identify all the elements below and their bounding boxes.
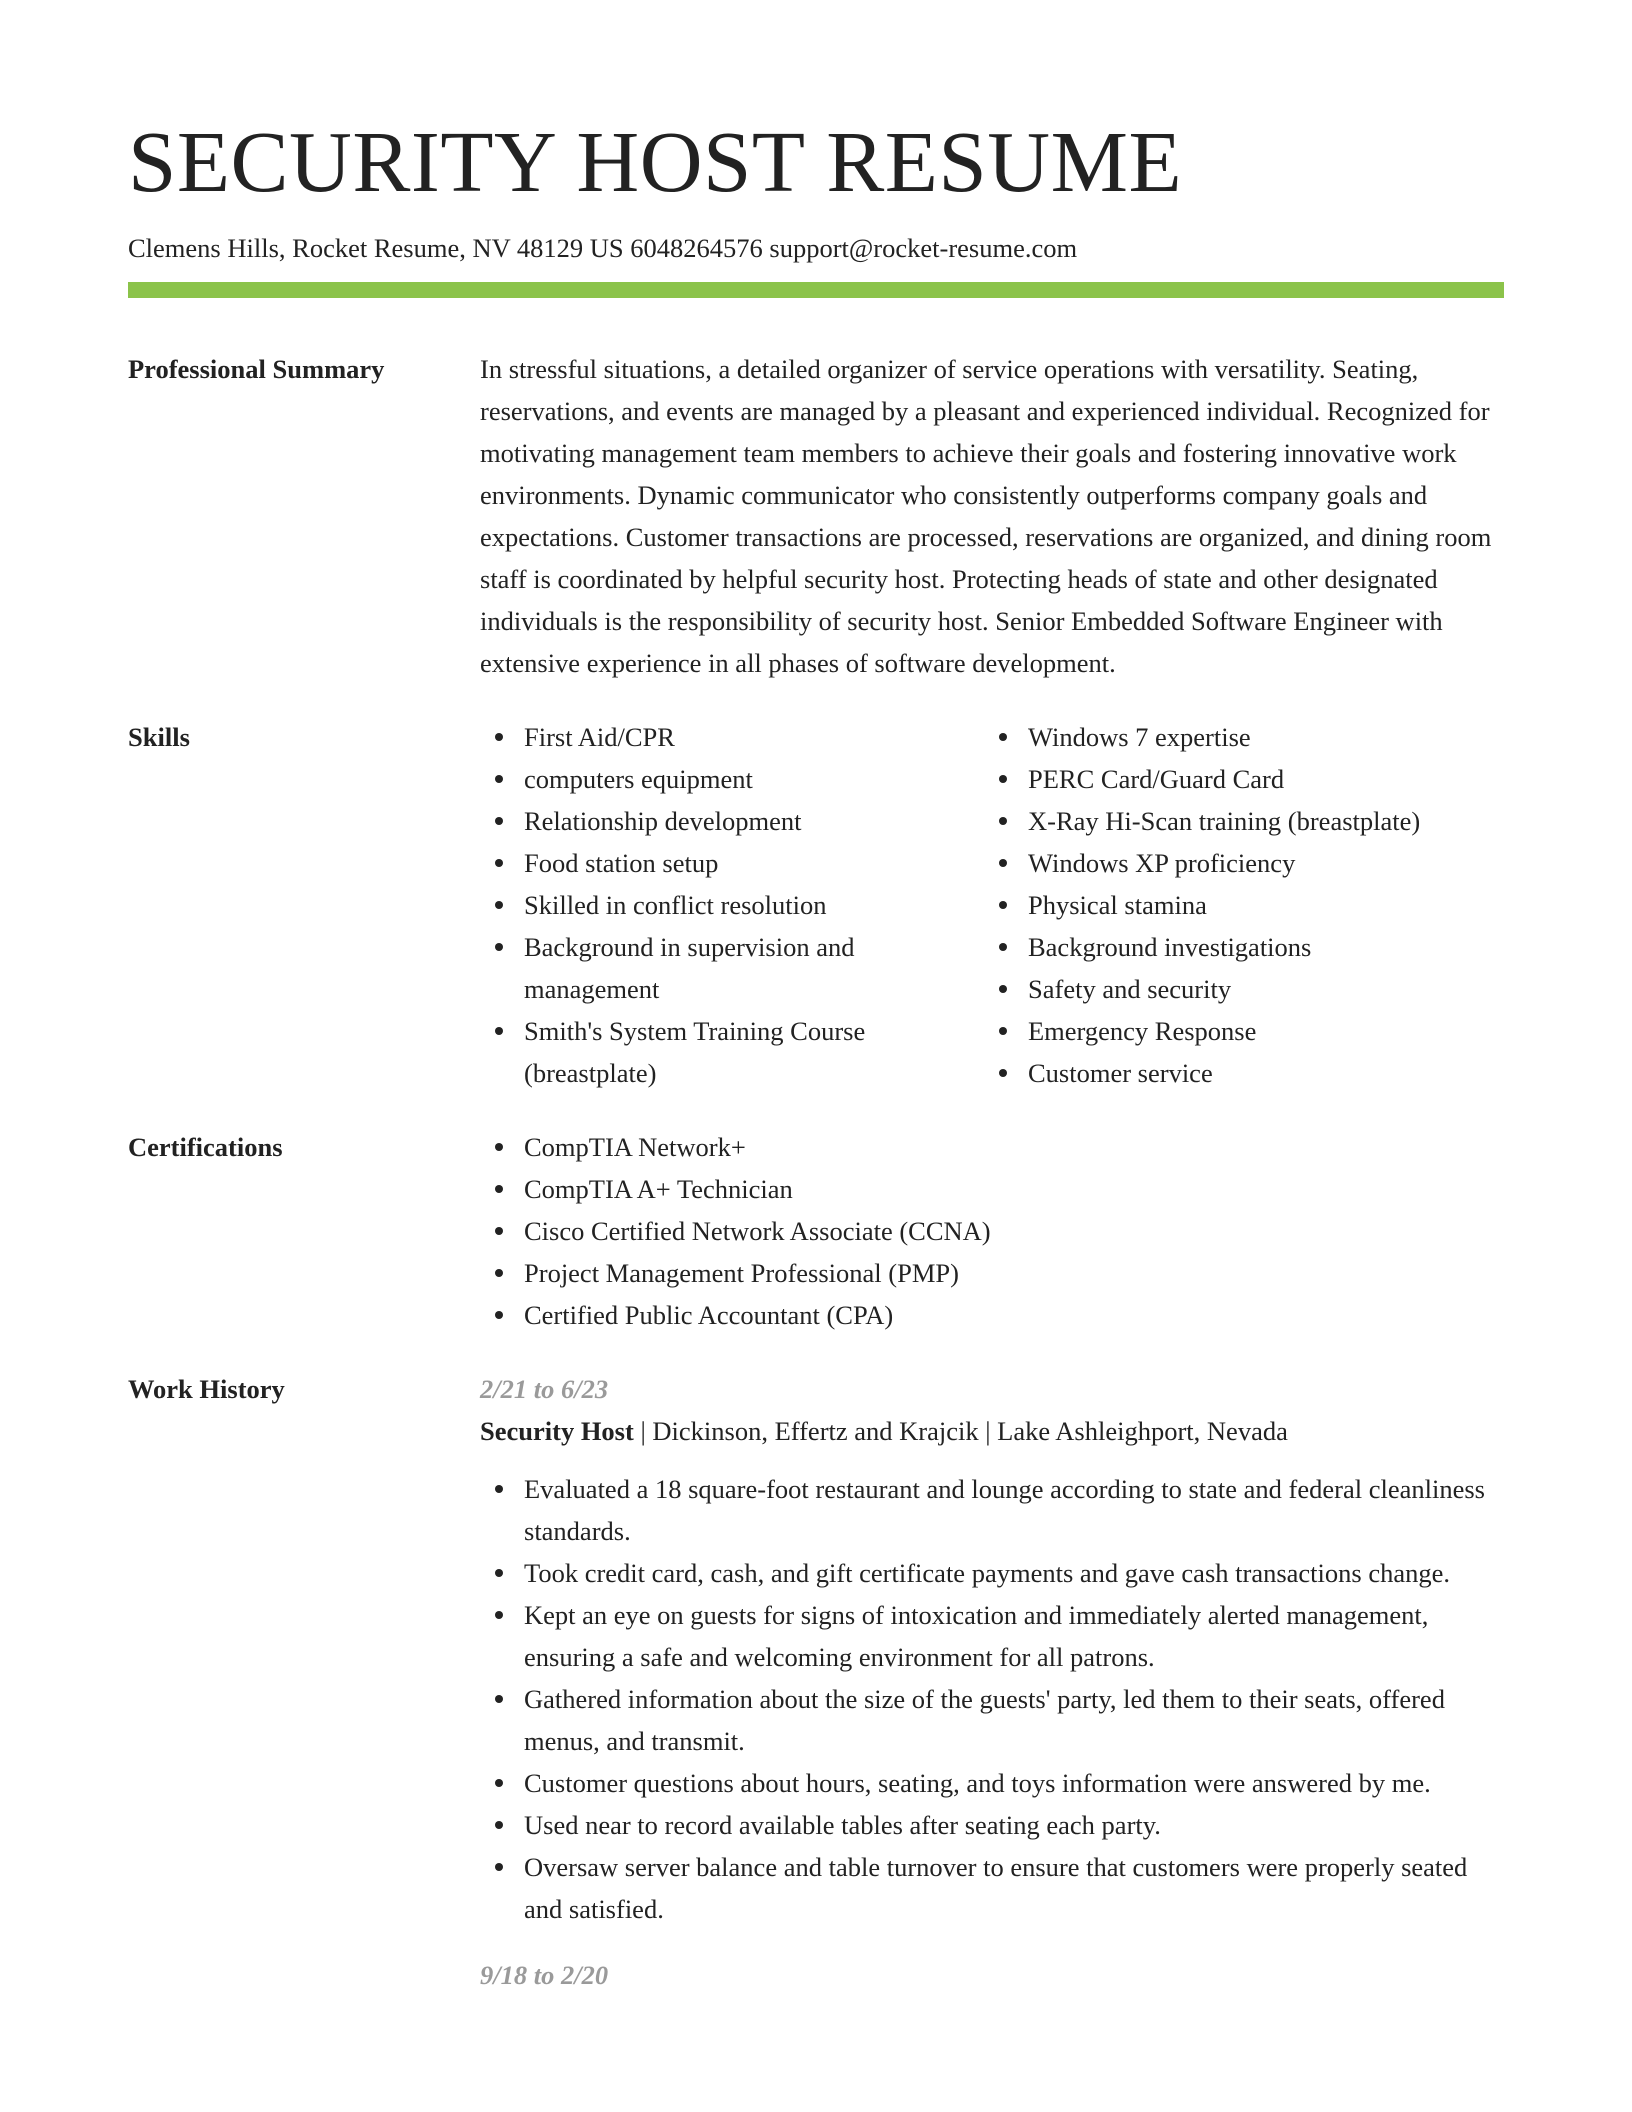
section-label-summary: Professional Summary xyxy=(128,353,385,384)
certification-item: Cisco Certified Network Associate (CCNA) xyxy=(480,1210,1504,1252)
skill-item: Background investigations xyxy=(984,926,1504,968)
job-duty-item: Gathered information about the size of the guests' party, led them to their seats, offered menus, and transmit. xyxy=(480,1678,1504,1762)
job-dates: 9/18 to 2/20 xyxy=(480,1959,609,1990)
skill-item: Relationship development xyxy=(480,800,984,842)
skill-item: Physical stamina xyxy=(984,884,1504,926)
job-duty-item: Evaluated a 18 square-foot restaurant and lounge according to state and federal cleanliness standards. xyxy=(480,1468,1504,1552)
skill-item: computers equipment xyxy=(480,758,984,800)
job-duty-item: Customer questions about hours, seating, and toys information were answered by me. xyxy=(480,1762,1504,1804)
summary-section xyxy=(128,348,1504,684)
job-duty-item: Kept an eye on guests for signs of intoxication and immediately alerted management, ensuring a safe and welcoming environment for all patrons. xyxy=(480,1594,1504,1678)
job-heading xyxy=(480,1410,1504,1452)
skills-list-right xyxy=(984,716,1504,1094)
certification-item: CompTIA Network+ xyxy=(480,1126,1504,1168)
skill-item: Customer service xyxy=(984,1052,1504,1094)
section-label-skills: Skills xyxy=(128,721,190,752)
skill-item: Skilled in conflict resolution xyxy=(480,884,984,926)
job-duty-item: Used near to record available tables after seating each party. xyxy=(480,1804,1504,1846)
skill-item: PERC Card/Guard Card xyxy=(984,758,1504,800)
skill-item: Windows XP proficiency xyxy=(984,842,1504,884)
skill-item: Smith's System Training Course (breastplate) xyxy=(480,1010,880,1094)
section-label-certifications: Certifications xyxy=(128,1131,283,1162)
skill-item: Emergency Response xyxy=(984,1010,1504,1052)
certification-item: CompTIA A+ Technician xyxy=(480,1168,1504,1210)
skill-item: X-Ray Hi-Scan training (breastplate) xyxy=(984,800,1504,842)
certification-item: Certified Public Accountant (CPA) xyxy=(480,1294,1504,1336)
header-divider xyxy=(128,282,1504,298)
job-employer-location: | Dickinson, Effertz and Krajcik | Lake Ashleighport, Nevada xyxy=(633,1415,1288,1446)
job-duty-item: Took credit card, cash, and gift certificate payments and gave cash transactions change. xyxy=(480,1552,1504,1594)
section-label-work-history: Work History xyxy=(128,1373,285,1404)
skills-list-left xyxy=(480,716,984,1094)
summary-text: In stressful situations, a detailed organizer of service operations with versatility. Seating, reservations, and events are managed by a pleasant and experienced individual. Recognized for motivating management team members to achieve their goals and fostering innovative work environments. Dynamic communicator who consistently outperforms company goals and expectations. Customer transactions are processed, reservations are organized, and dining room staff is coordinated by helpful security host. Protecting heads of state and other designated individuals is the responsibility of security host. Senior Embedded Software Engineer with extensive experience in all phases of software development. xyxy=(480,353,1492,678)
skill-item: Windows 7 expertise xyxy=(984,716,1504,758)
skill-item: Safety and security xyxy=(984,968,1504,1010)
job-dates: 2/21 to 6/23 xyxy=(480,1373,609,1404)
work-history-section xyxy=(128,1368,1504,1996)
skills-section xyxy=(128,716,1504,1094)
skill-item: First Aid/CPR xyxy=(480,716,984,758)
certification-item: Project Management Professional (PMP) xyxy=(480,1252,1504,1294)
job-duty-item: Oversaw server balance and table turnover to ensure that customers were properly seated and satisfied. xyxy=(480,1846,1504,1930)
job-duties-list xyxy=(480,1468,1504,1930)
page-title: SECURITY HOST RESUME xyxy=(128,113,1183,210)
certifications-section xyxy=(128,1126,1504,1336)
contact-line: Clemens Hills, Rocket Resume, NV 48129 US 6048264576 support@rocket-resume.com xyxy=(128,233,1078,263)
skill-item: Background in supervision and management xyxy=(480,926,880,1010)
skill-item: Food station setup xyxy=(480,842,984,884)
job-title: Security Host xyxy=(480,1415,634,1446)
certifications-list xyxy=(480,1126,1504,1336)
